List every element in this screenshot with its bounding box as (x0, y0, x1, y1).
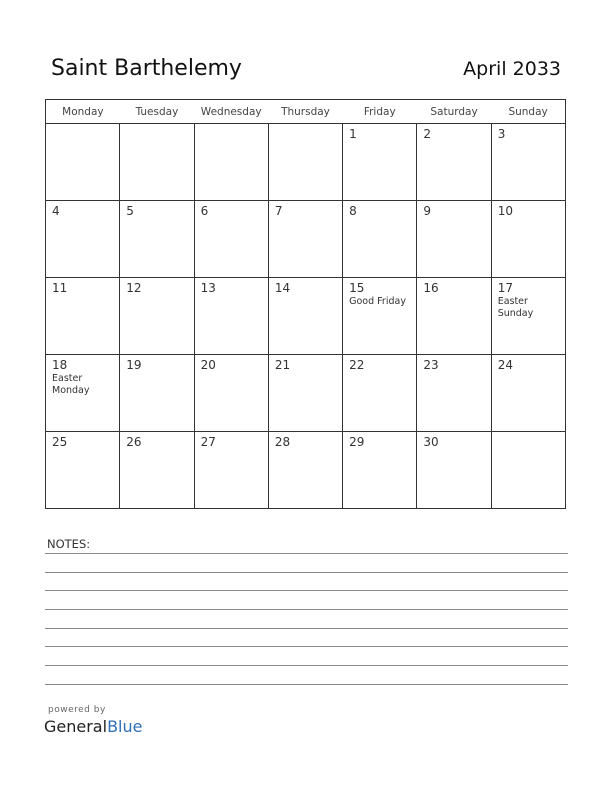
calendar-day-cell (268, 124, 342, 201)
day-number: 24 (497, 358, 513, 372)
brand-logo (44, 717, 142, 736)
calendar-day-cell (120, 124, 194, 201)
calendar-week-row (46, 355, 566, 432)
day-number: 25 (52, 435, 68, 449)
powered-by-text: powered by (48, 705, 106, 715)
day-number: 13 (200, 281, 216, 295)
calendar-day-cell (343, 355, 417, 432)
calendar-day-cell (46, 201, 120, 278)
day-number: 7 (274, 204, 283, 218)
brand-blue-text: Blue (107, 717, 143, 736)
calendar-day-cell (268, 432, 342, 509)
brand-general-text: General (44, 717, 108, 736)
calendar-day-cell (46, 355, 120, 432)
weekday-header: Sunday (491, 100, 565, 124)
calendar-day-cell (120, 355, 194, 432)
weekday-header: Wednesday (194, 100, 268, 124)
calendar-day-cell (491, 201, 565, 278)
calendar-day-cell (491, 355, 565, 432)
calendar-week-row (46, 432, 566, 509)
calendar-day-cell (491, 124, 565, 201)
calendar-day-cell (417, 355, 491, 432)
month-label: April 2033 (463, 58, 561, 80)
day-number: 29 (349, 435, 365, 449)
calendar-day-cell (46, 278, 120, 355)
day-number: 26 (126, 435, 142, 449)
calendar-day-cell (491, 432, 565, 509)
calendar-day-cell (491, 278, 565, 355)
notes-line (45, 684, 568, 685)
calendar-day-cell (417, 124, 491, 201)
notes-line (45, 665, 568, 666)
calendar-day-cell (417, 278, 491, 355)
day-number: 2 (423, 127, 432, 141)
notes-line (45, 590, 568, 591)
day-number: 21 (274, 358, 291, 372)
notes-label: NOTES: (47, 537, 91, 551)
day-number: 28 (274, 435, 291, 449)
day-number: 4 (52, 204, 60, 218)
calendar-day-cell (343, 432, 417, 509)
notes-line (45, 609, 568, 610)
calendar-day-cell (268, 278, 342, 355)
calendar-week-row (46, 201, 566, 278)
calendar-day-cell (194, 201, 268, 278)
calendar-day-cell (343, 278, 417, 355)
weekday-header-row (46, 100, 566, 124)
notes-line (45, 646, 568, 647)
calendar-day-cell (343, 124, 417, 201)
day-number: 8 (349, 204, 357, 218)
weekday-header: Tuesday (120, 100, 194, 124)
weekday-header: Thursday (268, 100, 342, 124)
calendar-grid (45, 99, 566, 509)
day-number: 9 (423, 204, 432, 218)
calendar-day-cell (268, 201, 342, 278)
weekday-header: Monday (46, 100, 120, 124)
day-number: 17 (497, 281, 513, 295)
day-number: 14 (274, 281, 291, 295)
calendar-day-cell (194, 432, 268, 509)
day-number: 15 (349, 281, 365, 295)
calendar-week-row (46, 124, 566, 201)
notes-line (45, 572, 568, 573)
day-number: 30 (423, 435, 439, 449)
day-number: 16 (423, 281, 439, 295)
calendar-day-cell (194, 124, 268, 201)
calendar-day-cell (120, 201, 194, 278)
day-number: 1 (349, 127, 357, 141)
day-number: 5 (126, 204, 134, 218)
calendar-day-cell (194, 355, 268, 432)
day-number: 22 (349, 358, 365, 372)
calendar-day-cell (194, 278, 268, 355)
calendar-day-cell (417, 432, 491, 509)
weekday-header: Friday (343, 100, 417, 124)
holiday-label: Easter Monday (52, 373, 90, 396)
day-number: 3 (497, 127, 506, 141)
notes-line (45, 628, 568, 629)
day-number: 11 (52, 281, 68, 295)
holiday-label: Easter Sunday (497, 296, 534, 319)
day-number: 12 (126, 281, 142, 295)
notes-line (45, 553, 568, 554)
day-number: 20 (200, 358, 216, 372)
day-number: 18 (52, 358, 68, 372)
holiday-label: Good Friday (349, 296, 406, 307)
calendar-day-cell (120, 278, 194, 355)
day-number: 10 (497, 204, 513, 218)
calendar-day-cell (46, 124, 120, 201)
day-number: 6 (200, 204, 209, 218)
day-number: 27 (200, 435, 216, 449)
page-title: Saint Barthelemy (51, 56, 242, 81)
calendar-day-cell (268, 355, 342, 432)
calendar-week-row (46, 278, 566, 355)
calendar-day-cell (120, 432, 194, 509)
day-number: 23 (423, 358, 439, 372)
calendar-day-cell (417, 201, 491, 278)
calendar-day-cell (343, 201, 417, 278)
day-number: 19 (126, 358, 142, 372)
calendar-day-cell (46, 432, 120, 509)
weekday-header: Saturday (417, 100, 491, 124)
